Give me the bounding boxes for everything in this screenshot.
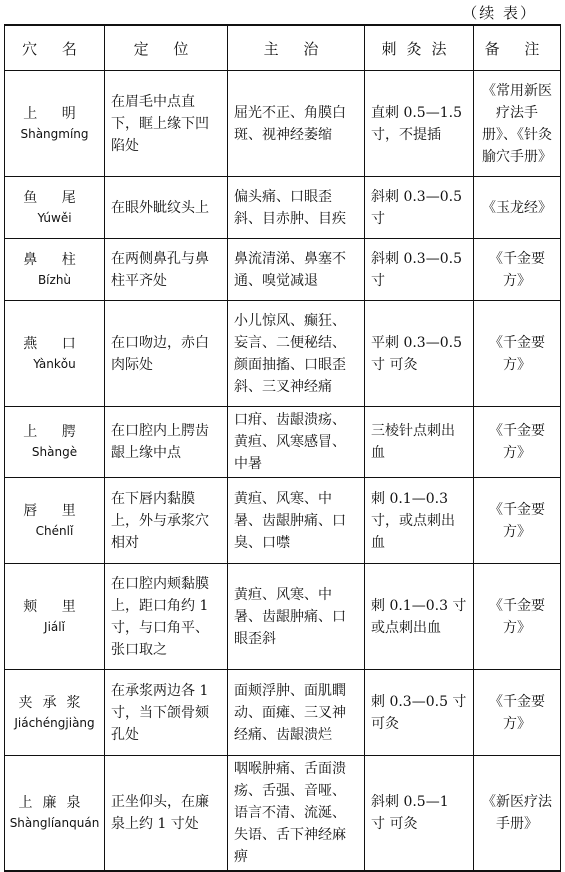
location-cell: 在两侧鼻孔与鼻柱平齐处 — [105, 239, 228, 301]
indications-cell: 屈光不正、角膜白斑、视神经萎缩 — [228, 71, 365, 177]
source-cell: 《千金要方》 — [474, 301, 561, 407]
indications-cell: 小儿惊风、癫狂、妄言、二便秘结、颜面抽搐、口眼歪斜、三叉神经痛 — [228, 301, 365, 407]
table-row — [5, 564, 561, 670]
source-cell: 《千金要方》 — [474, 407, 561, 478]
header-row — [5, 25, 561, 71]
point-name-cell — [5, 564, 105, 670]
point-pinyin: Jiálǐ — [44, 619, 65, 634]
point-name-cell — [5, 407, 105, 478]
technique-cell: 平刺 0.3—0.5 寸 可灸 — [365, 301, 474, 407]
point-name: 上 腭 — [23, 424, 86, 440]
point-name: 燕 口 — [23, 335, 86, 352]
point-name: 上廉泉 — [18, 795, 91, 811]
table-row — [5, 71, 561, 177]
location-cell: 正坐仰头，在廉泉上约 1 寸处 — [105, 756, 228, 872]
source-cell: 《千金要方》 — [474, 564, 561, 670]
point-pinyin: Shàngmíng — [20, 126, 89, 141]
table-row — [5, 756, 561, 872]
header-indications: 主 治 — [228, 25, 365, 71]
technique-cell: 刺 0.1—0.3 寸，或点刺出血 — [365, 478, 474, 564]
indications-cell: 鼻流清涕、鼻塞不通、嗅觉减退 — [228, 239, 365, 301]
acupoint-table — [4, 24, 561, 872]
source-cell: 《新医疗法手册》 — [474, 756, 561, 872]
table-row — [5, 301, 561, 407]
source-cell: 《千金要方》 — [474, 239, 561, 301]
table-row — [5, 177, 561, 239]
technique-cell: 三棱针点刺出血 — [365, 407, 474, 478]
point-name: 夹承浆 — [18, 694, 91, 711]
indications-cell: 咽喉肿痛、舌面溃疡、舌强、音哑、语言不清、流涎、失语、舌下神经麻痹 — [228, 756, 365, 872]
location-cell: 在口腔内颊黏膜上，距口角约 1 寸，与口角平、张口取之 — [105, 564, 228, 670]
header-technique: 刺灸法 — [365, 25, 474, 71]
source-cell: 《千金要方》 — [474, 670, 561, 756]
indications-cell: 黄疸、风寒、中暑、齿龈肿痛、口眼歪斜 — [228, 564, 365, 670]
point-pinyin: Jiáchéngjiàng — [14, 715, 95, 730]
location-cell: 在承浆两边各 1 寸，当下颌骨颏孔处 — [105, 670, 228, 756]
header-location: 定 位 — [105, 25, 228, 71]
point-pinyin: Bízhù — [37, 272, 72, 287]
technique-cell: 斜刺 0.5—1 寸 可灸 — [365, 756, 474, 872]
location-cell: 在眉毛中点直下，眶上缘下凹陷处 — [105, 71, 228, 177]
point-name-cell — [5, 478, 105, 564]
point-name: 唇 里 — [23, 502, 86, 519]
technique-cell: 刺 0.1—0.3 寸或点刺出血 — [365, 564, 474, 670]
point-name-cell — [5, 71, 105, 177]
header-notes: 备 注 — [474, 25, 561, 71]
point-pinyin: Shànglíanquán — [9, 816, 100, 830]
indications-cell: 黄疸、风寒、中暑、齿龈肿痛、口臭、口噤 — [228, 478, 365, 564]
point-name-cell — [5, 177, 105, 239]
table-row — [5, 478, 561, 564]
table-row — [5, 670, 561, 756]
location-cell: 在口吻边，赤白肉际处 — [105, 301, 228, 407]
location-cell: 在口腔内上腭齿龈上缘中点 — [105, 407, 228, 478]
point-name-cell — [5, 239, 105, 301]
header-point-name: 穴 名 — [5, 25, 105, 71]
location-cell: 在下唇内黏膜上，外与承浆穴相对 — [105, 478, 228, 564]
point-pinyin: Shàngè — [31, 445, 78, 459]
point-name-cell — [5, 301, 105, 407]
point-pinyin: Yànkǒu — [33, 356, 76, 371]
technique-cell: 斜刺 0.3—0.5 寸 — [365, 177, 474, 239]
point-name-cell — [5, 670, 105, 756]
point-name: 鼻 柱 — [23, 251, 86, 268]
indications-cell: 面颊浮肿、面肌瞤动、面瘫、三叉神经痛、齿龈溃烂 — [228, 670, 365, 756]
technique-cell: 刺 0.3—0.5 寸 可灸 — [365, 670, 474, 756]
indications-cell: 口疳、齿龈溃疡、黄疸、风寒感冒、中暑 — [228, 407, 365, 478]
location-cell: 在眼外眦纹头上 — [105, 177, 228, 239]
table-row — [5, 239, 561, 301]
point-pinyin: Chénlǐ — [35, 523, 74, 538]
indications-cell: 偏头痛、口眼歪斜、目赤肿、目疾 — [228, 177, 365, 239]
point-name: 上 明 — [23, 105, 86, 122]
table-row — [5, 407, 561, 478]
point-name: 鱼 尾 — [23, 189, 86, 206]
technique-cell: 斜刺 0.3—0.5 寸 — [365, 239, 474, 301]
point-name: 颊 里 — [23, 598, 86, 615]
table-caption: （续 表） — [462, 4, 537, 22]
source-cell: 《常用新医疗法手册》、《针灸腧穴手册》 — [474, 71, 561, 177]
point-pinyin: Yúwěi — [37, 210, 72, 225]
point-name-cell — [5, 756, 105, 872]
source-cell: 《千金要方》 — [474, 478, 561, 564]
technique-cell: 直刺 0.5—1.5 寸，不提插 — [365, 71, 474, 177]
source-cell: 《玉龙经》 — [474, 177, 561, 239]
